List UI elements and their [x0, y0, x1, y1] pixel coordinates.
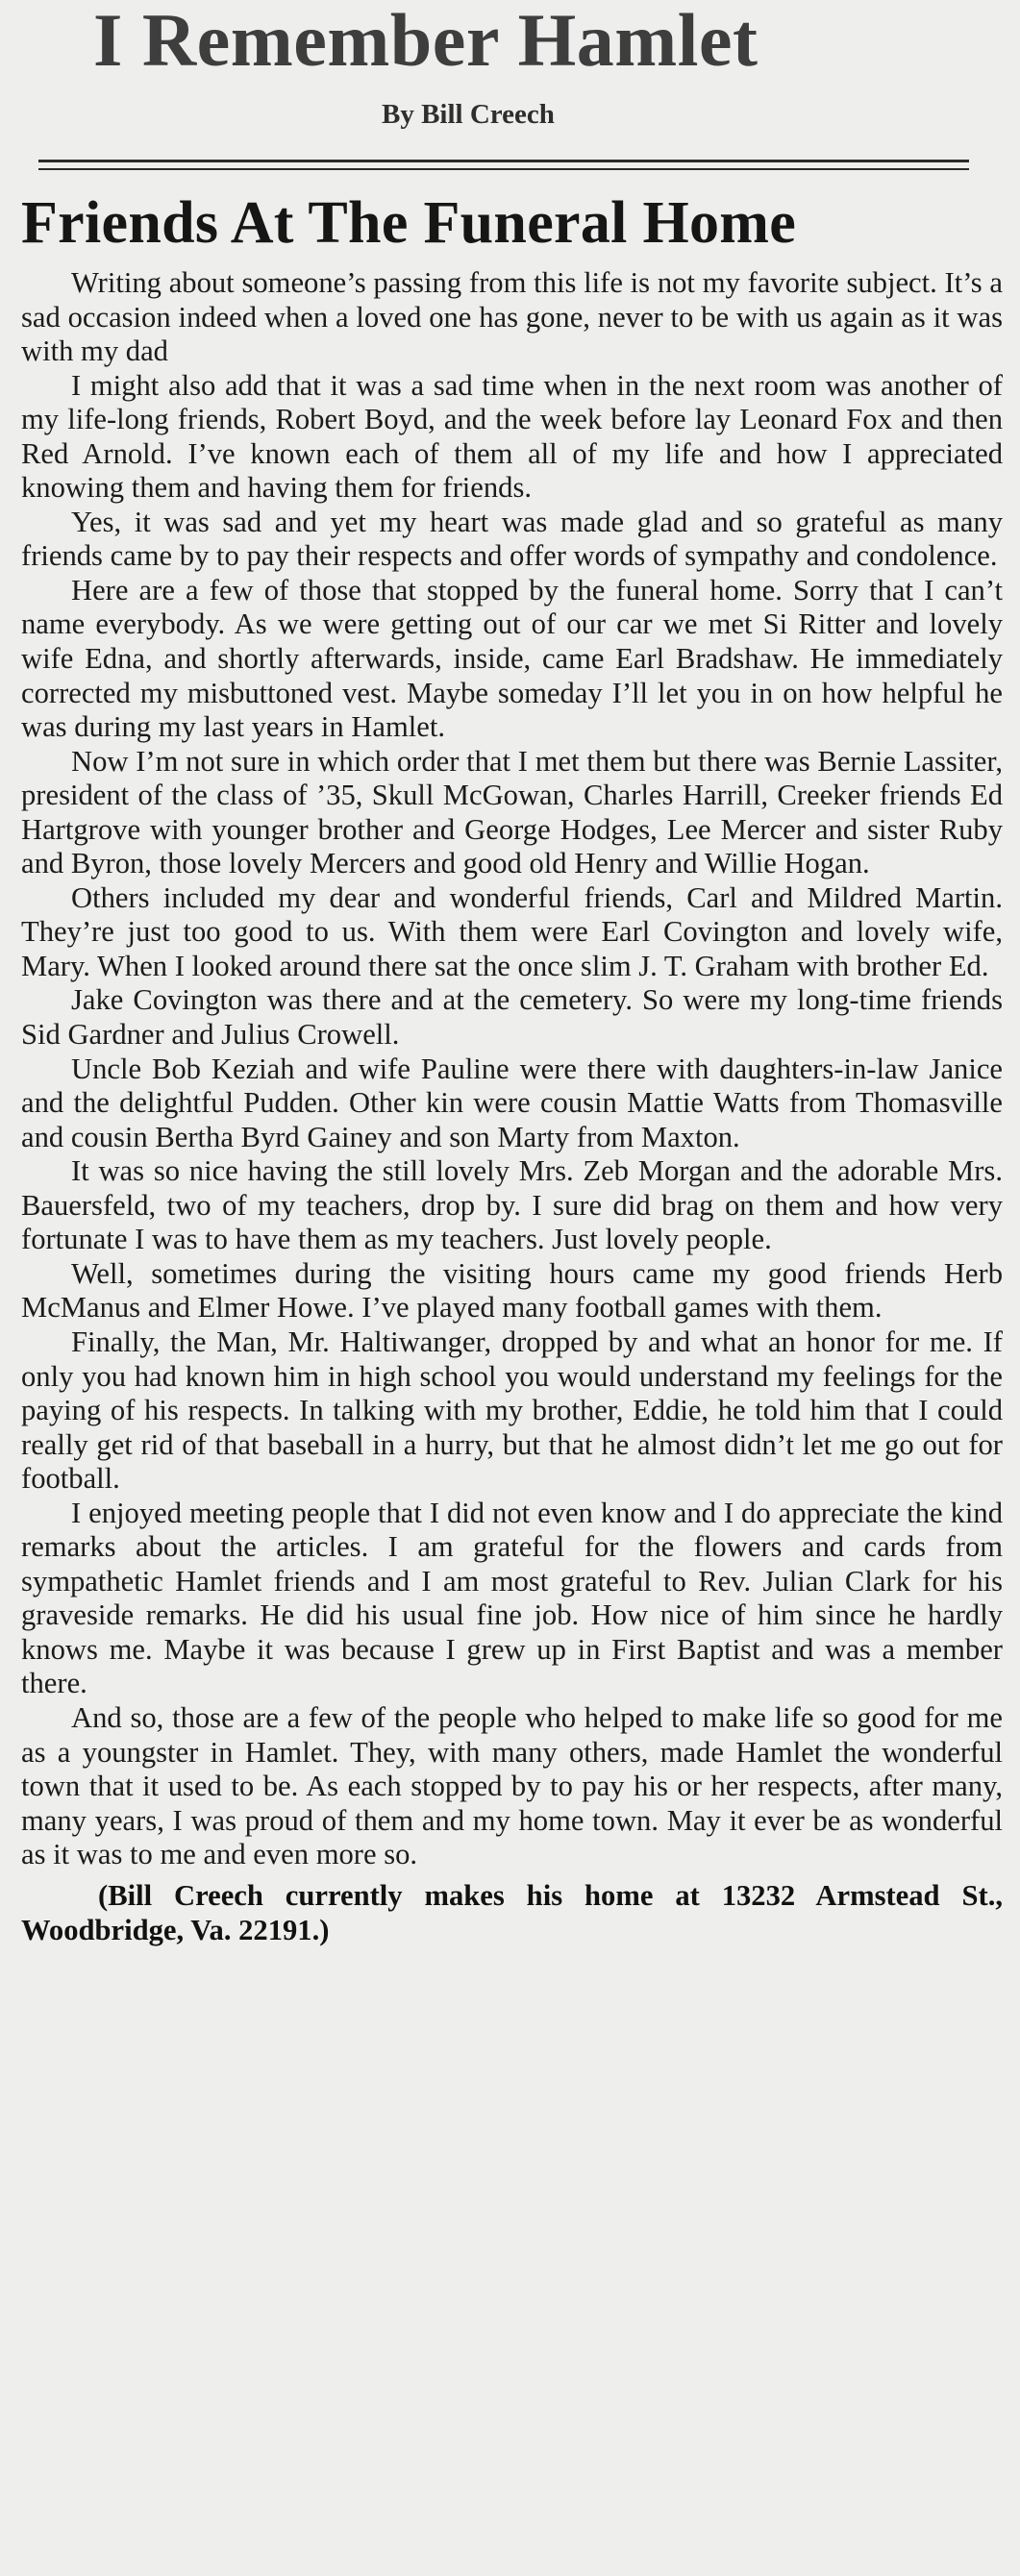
- article-paragraph: Now I’m not sure in which order that I met them but there was Bernie Lassiter, president of the class of ’35, Skull McGowan, Charles Harrill, Creeker friends Ed Hartgrove with younger brother and George Hodges, Lee Mercer and sister Ruby and Byron, those lovely Mercers and good old Henry and Willie Hogan.: [21, 744, 1003, 880]
- article-paragraph: It was so nice having the still lovely Mrs. Zeb Morgan and the adorable Mrs. Bauersfeld, two of my teachers, drop by. I sure did brag on them and how very fortunate I was to have them as my teachers. Just lovely people.: [21, 1154, 1003, 1256]
- article-body: [21, 266, 1003, 1872]
- byline: By Bill Creech: [382, 99, 555, 130]
- article-paragraph: Uncle Bob Keziah and wife Pauline were there with daughters-in-law Janice and the delightful Pudden. Other kin were cousin Mattie Watts from Thomasville and cousin Bertha Byrd Gainey and son Marty from Maxton.: [21, 1052, 1003, 1153]
- article-paragraph: And so, those are a few of the people who helped to make life so good for me as a youngster in Hamlet. They, with many others, made Hamlet the wonderful town that it used to be. As each stopped by to pay his or her respects, after many, many years, I was proud of them and my home town. May it ever be as wonderful as it was to me and even more so.: [21, 1700, 1003, 1871]
- article-headline: Friends At The Funeral Home: [21, 190, 797, 256]
- column-title: I Remember Hamlet: [93, 0, 759, 82]
- title-divider: [38, 160, 969, 170]
- article-paragraph: Well, sometimes during the visiting hours came my good friends Herb McManus and Elmer Howe. I’ve played many football games with them.: [21, 1256, 1003, 1325]
- divider-line: [38, 160, 969, 162]
- article-paragraph: Finally, the Man, Mr. Haltiwanger, dropped by and what an honor for me. If only you had known him in high school you would understand my feelings for the paying of his respects. In talking with my brother, Eddie, he told him that I could really get rid of that baseball in a hurry, but that he almost didn’t let me go out for football.: [21, 1325, 1003, 1496]
- article-paragraph: Jake Covington was there and at the cemetery. So were my long-time friends Sid Gardner and Julius Crowell.: [21, 983, 1003, 1052]
- article-paragraph: Writing about someone’s passing from this life is not my favorite subject. It’s a sad occasion indeed when a loved one has gone, never to be with us again as it was with my dad: [21, 266, 1003, 368]
- article-paragraph: Yes, it was sad and yet my heart was made glad and so grateful as many friends came by to pay their respects and offer words of sympathy and condolence.: [21, 505, 1003, 573]
- article-paragraph: Here are a few of those that stopped by the funeral home. Sorry that I can’t name everybody. As we were getting out of our car we met Si Ritter and lovely wife Edna, and shortly afterwards, inside, came Earl Bradshaw. He immediately corrected my misbuttoned vest. Maybe someday I’ll let you in on how helpful he was during my last years in Hamlet.: [21, 573, 1003, 744]
- article-paragraph: Others included my dear and wonderful friends, Carl and Mildred Martin. They’re just too good to us. With them were Earl Covington and lovely wife, Mary. When I looked around there sat the once slim J. T. Graham with brother Ed.: [21, 880, 1003, 982]
- article-paragraph: I enjoyed meeting people that I did not even know and I do appreciate the kind remarks about the articles. I am grateful for the flowers and cards from sympathetic Hamlet friends and I am most grateful to Rev. Julian Clark for his graveside remarks. He did his usual fine job. How nice of him since he hardly knows me. Maybe it was because I grew up in First Baptist and was a member there.: [21, 1496, 1003, 1700]
- divider-line: [38, 168, 969, 170]
- author-note: (Bill Creech currently makes his home at 13232 Armstead St., Woodbridge, Va. 22191.): [21, 1878, 1003, 1946]
- article-paragraph: I might also add that it was a sad time when in the next room was another of my life-long friends, Robert Boyd, and the week before lay Leonard Fox and then Red Arnold. I’ve known each of them all of my life and how I appreciated knowing them and having them for friends.: [21, 368, 1003, 505]
